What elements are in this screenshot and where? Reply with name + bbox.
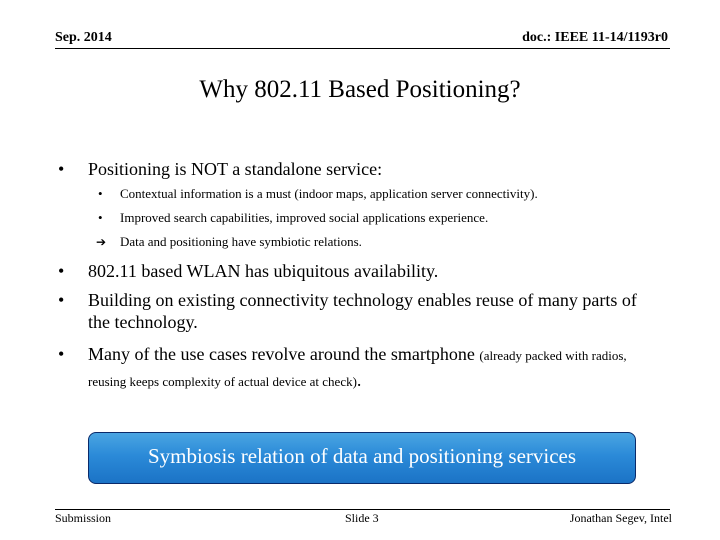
bullet-4	[58, 342, 658, 394]
bullet-4-text: Many of the use cases revolve around the smartphone	[88, 344, 480, 364]
bullet-3-text: Building on existing connectivity technology enables reuse of many parts of the technology.	[88, 290, 637, 332]
footer-rule	[55, 509, 670, 510]
sub-bullet-3	[58, 234, 658, 250]
bullet-2-text: 802.11 based WLAN has ubiquitous availability.	[88, 261, 439, 281]
bullet-1	[58, 158, 658, 180]
header-doc-id: doc.: IEEE 11-14/1193r0	[522, 30, 668, 45]
arrow-icon: ➔	[96, 235, 107, 249]
header-date: Sep. 2014	[55, 30, 112, 45]
sub-bullet-1-text: Contextual information is a must (indoor maps, application server connectivity).	[120, 186, 538, 201]
header-rule	[55, 48, 670, 49]
bullet-1-text: Positioning is NOT a standalone service:	[88, 159, 383, 179]
sub-bullet-2	[58, 210, 658, 226]
callout-text: Symbiosis relation of data and positioning services	[147, 444, 577, 468]
slide-title: Why 802.11 Based Positioning?	[199, 76, 521, 103]
callout-box	[88, 432, 636, 484]
sub-bullet-2-text: Improved search capabilities, improved social applications experience.	[120, 210, 489, 225]
footer-slide-number: Slide 3	[345, 511, 379, 525]
bullet-mark: •	[58, 159, 65, 179]
bullet-mark: •	[58, 344, 65, 364]
bullet-mark: •	[58, 290, 65, 310]
bullet-2	[58, 260, 658, 282]
sub-bullet-3-text: Data and positioning have symbiotic relations.	[120, 234, 362, 249]
bullet-mark: •	[98, 210, 103, 225]
bullet-mark: •	[98, 186, 103, 201]
footer-author: Jonathan Segev, Intel	[569, 511, 672, 525]
bullet-4-note: (already packed with radios, reusing keeps complexity of actual device at check)	[88, 348, 627, 389]
bullet-3	[58, 289, 658, 333]
sub-bullet-1	[58, 186, 658, 202]
slide-body	[58, 158, 658, 394]
bullet-mark: •	[58, 261, 65, 281]
bullet-4-end: .	[356, 370, 362, 390]
footer-submission: Submission	[55, 511, 112, 525]
